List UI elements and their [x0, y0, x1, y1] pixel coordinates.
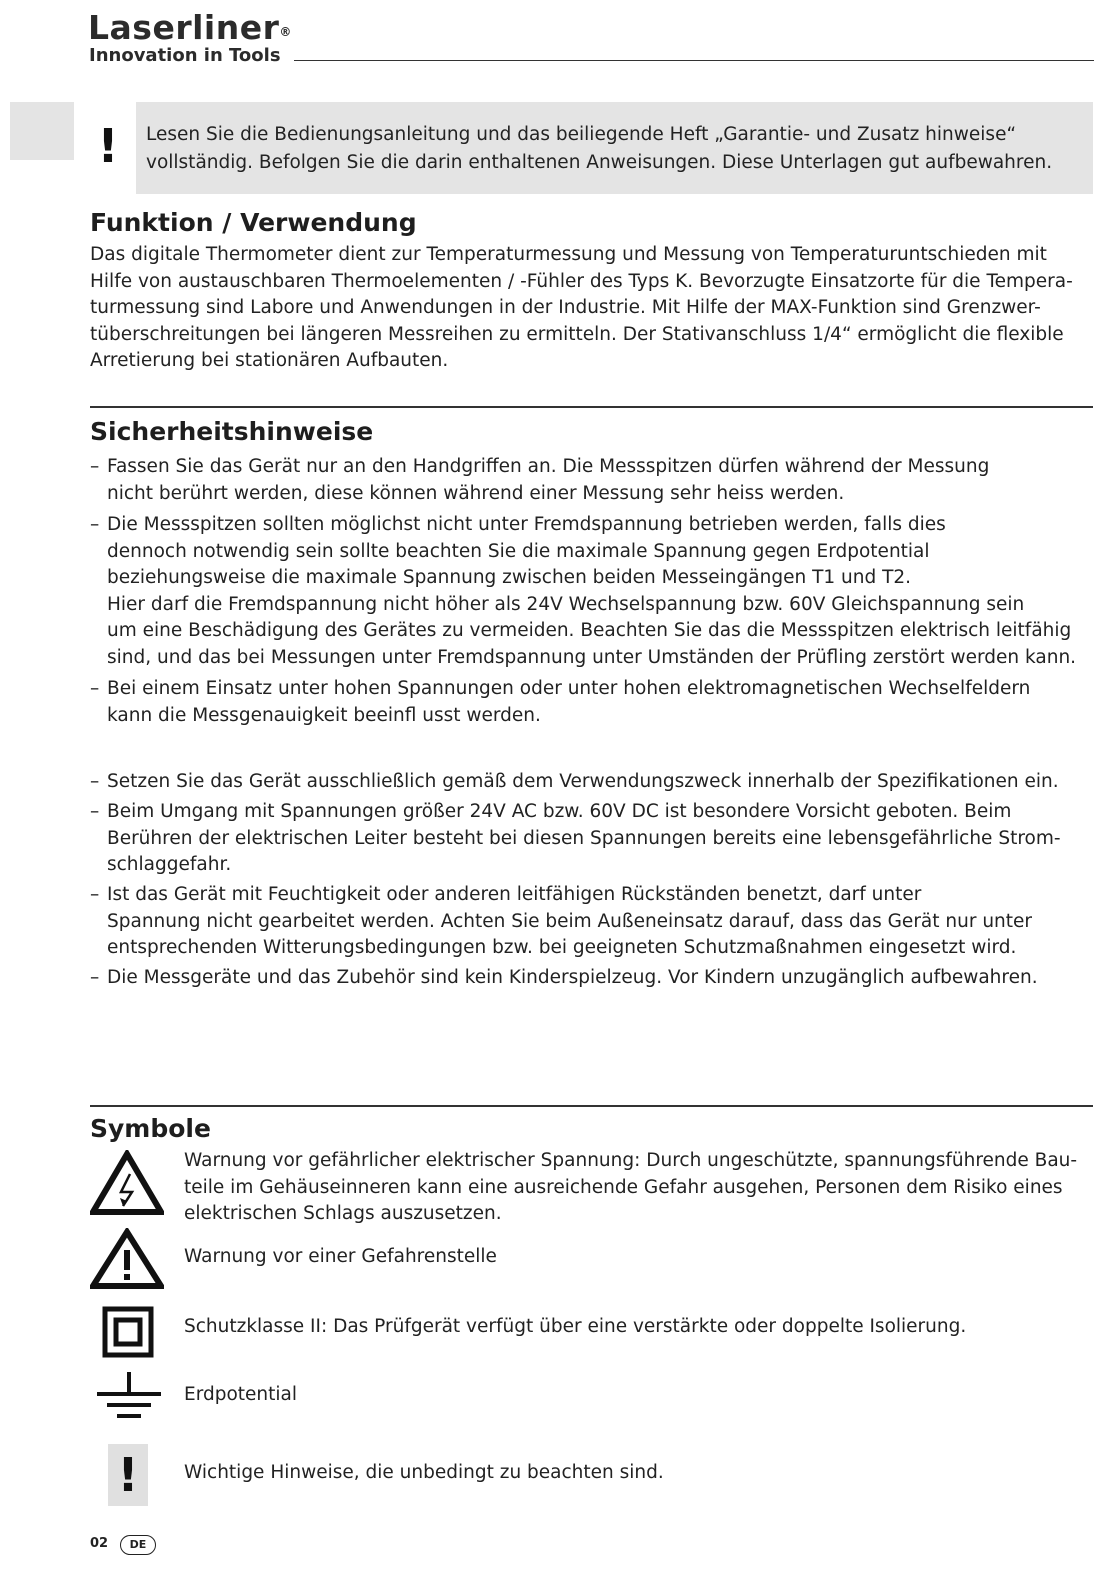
symbol-item	[90, 1148, 1094, 1224]
section-title-sicherheit: Sicherheitshinweise	[90, 417, 374, 446]
symbol-line: elektrischen Schlags auszusetzen.	[184, 1203, 502, 1224]
side-tab-marker	[10, 102, 74, 160]
safety-item	[90, 454, 1090, 507]
voltage-warning-icon	[90, 1150, 164, 1216]
safety-line: Berühren der elektrischen Leiter besteht bei diesen Spannungen bereits eine lebensgefährliche Strom-	[107, 827, 1061, 849]
safety-line: Setzen Sie das Gerät ausschließlich gemäß dem Verwendungszweck innerhalb der Spezifikationen ein.	[107, 771, 1059, 792]
notice-line: Lesen Sie die Bedienungsanleitung und das beiliegende Heft „Garantie- und Zusatz hinweise“	[146, 124, 1017, 145]
hazard-warning-icon	[90, 1228, 164, 1290]
symbol-item	[90, 1444, 1094, 1508]
safety-item	[90, 882, 1090, 962]
brand-header	[88, 8, 1094, 68]
section-divider	[90, 1105, 1093, 1107]
brand-name: Laserliner	[88, 8, 280, 47]
exclamation-icon: !	[97, 119, 119, 173]
symbol-item	[90, 1372, 1094, 1422]
protection-class-ii-icon	[102, 1306, 156, 1360]
symbol-line: Schutzklasse II: Das Prüfgerät verfügt über eine verstärkte oder doppelte Isolierung.	[184, 1316, 967, 1337]
symbol-item	[90, 1304, 1094, 1358]
page-number: 02	[90, 1536, 109, 1551]
notice-text	[146, 121, 1076, 177]
safety-item	[90, 769, 1090, 796]
notice-box	[88, 102, 1093, 194]
section-title-funktion: Funktion / Verwendung	[90, 208, 417, 237]
notice-mark-area	[88, 102, 136, 194]
safety-item	[90, 799, 1090, 879]
safety-line: um eine Beschädigung des Gerätes zu vermeiden. Beachten Sie das die Messspitzen elektrisch leitfähig	[107, 620, 1072, 642]
bullet-dash: –	[90, 514, 100, 535]
brand-logo	[88, 8, 292, 48]
safety-item	[90, 676, 1090, 729]
bullet-dash: –	[90, 967, 100, 988]
language-badge: DE	[120, 1535, 156, 1555]
registered-mark: ®	[279, 25, 292, 39]
safety-item	[90, 965, 1090, 992]
paragraph-line: Hilfe von austauschbaren Thermoelementen / -Fühler des Typs K. Bevorzugte Einsatzorte für die Tempera-	[90, 270, 1073, 292]
safety-line: nicht berührt werden, diese können während einer Messung sehr heiss werden.	[107, 482, 845, 504]
symbol-item	[90, 1228, 1094, 1292]
funktion-paragraph	[90, 242, 1090, 375]
safety-line: beziehungsweise die maximale Spannung zwischen beiden Messeingängen T1 und T2.	[107, 567, 912, 589]
bullet-dash: –	[90, 678, 100, 699]
section-divider	[90, 406, 1093, 408]
symbol-line: teile im Gehäuseinneren kann eine ausreichende Gefahr ausgehen, Personen dem Risiko eines	[184, 1176, 1063, 1198]
header-divider	[294, 60, 1094, 61]
notice-line: vollständig. Befolgen Sie die darin enthaltenen Anweisungen. Diese Unterlagen gut aufbewahren.	[146, 152, 1053, 173]
earth-ground-icon	[94, 1372, 164, 1422]
safety-line: dennoch notwendig sein sollte beachten Sie die maximale Spannung gegen Erdpotential	[107, 540, 930, 562]
safety-line: Fassen Sie das Gerät nur an den Handgriffen an. Die Messspitzen dürfen während der Messung	[107, 456, 990, 477]
important-note-mark: !	[117, 1448, 139, 1502]
safety-line: Hier darf die Fremdspannung nicht höher als 24V Wechselspannung bzw. 60V Gleichspannung sein	[107, 593, 1025, 615]
brand-tagline: Innovation in Tools	[89, 45, 281, 66]
safety-line: sind, und das bei Messungen unter Fremdspannung unter Umständen der Prüfling zerstört werden kann.	[107, 646, 1077, 668]
bullet-dash: –	[90, 884, 100, 905]
safety-line: Beim Umgang mit Spannungen größer 24V AC bzw. 60V DC ist besondere Vorsicht geboten. Beim	[107, 801, 1012, 822]
paragraph-line: turmessung sind Labore und Anwendungen in der Industrie. Mit Hilfe der MAX-Funktion sind Grenzwer-	[90, 297, 1041, 318]
bullet-dash: –	[90, 801, 100, 822]
paragraph-line: Das digitale Thermometer dient zur Temperaturmessung und Messung von Temperaturuntschieden mit	[90, 244, 1047, 265]
safety-line: Bei einem Einsatz unter hohen Spannungen oder unter hohen elektromagnetischen Wechselfeldern	[107, 678, 1031, 699]
safety-line: kann die Messgenauigkeit beeinfl usst werden.	[107, 704, 541, 726]
symbol-line: Wichtige Hinweise, die unbedingt zu beachten sind.	[184, 1462, 664, 1483]
safety-item	[90, 512, 1090, 672]
paragraph-line: tüberschreitungen bei längeren Messreihen zu ermitteln. Der Stativanschluss 1/4“ ermöglicht die flexible	[90, 323, 1064, 345]
bullet-dash: –	[90, 456, 100, 477]
bullet-dash: –	[90, 771, 100, 792]
paragraph-line: Arretierung bei stationären Aufbauten.	[90, 350, 449, 371]
safety-line: Die Messspitzen sollten möglichst nicht unter Fremdspannung betrieben werden, falls dies	[107, 514, 946, 535]
important-note-icon	[108, 1444, 148, 1506]
section-title-symbole: Symbole	[90, 1114, 211, 1143]
safety-line: Spannung nicht gearbeitet werden. Achten Sie beim Außeneinsatz darauf, dass das Gerät nur unter	[107, 910, 1033, 932]
safety-line: Ist das Gerät mit Feuchtigkeit oder anderen leitfähigen Rückständen benetzt, darf unter	[107, 884, 922, 905]
symbol-line: Warnung vor gefährlicher elektrischer Spannung: Durch ungeschützte, spannungsführende Bau-	[184, 1150, 1078, 1171]
symbol-line: Warnung vor einer Gefahrenstelle	[184, 1246, 497, 1267]
safety-line: Die Messgeräte und das Zubehör sind kein Kinderspielzeug. Vor Kindern unzugänglich aufbewahren.	[107, 967, 1038, 988]
symbol-line: Erdpotential	[184, 1384, 298, 1405]
safety-line: schlaggefahr.	[107, 854, 232, 876]
safety-line: entsprechenden Witterungsbedingungen bzw. bei geeigneten Schutzmaßnahmen eingesetzt wird.	[107, 937, 1017, 959]
